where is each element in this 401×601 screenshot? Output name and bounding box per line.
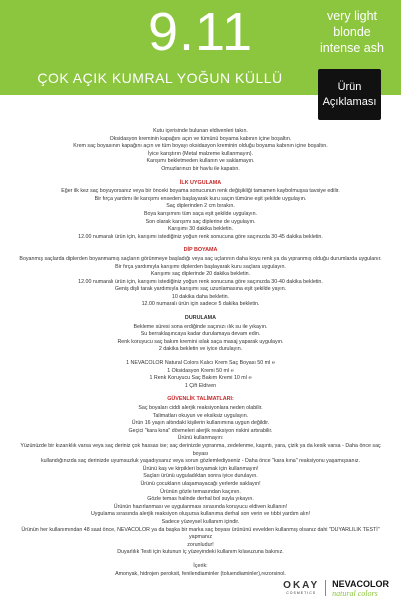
- text-line: İyice karıştırın (Metal malzeme kullanmayın).: [147, 150, 254, 157]
- text-line: 1 Oksidasyon Kremi 50 ml ℮: [167, 367, 234, 374]
- text-line: 1 Renk Koruyucu Saç Bakım Kremi 10 ml ℮: [149, 375, 252, 382]
- first-application-section: [12, 180, 389, 242]
- text-line: 10 dakika daha bekletin.: [171, 293, 230, 300]
- text-line: 1 NEVACOLOR Natural Colors Kalıcı Krem Saç Boyası 50 ml ℮: [126, 360, 275, 367]
- rinsing-section: [12, 315, 389, 354]
- text-line: Ürünü çocukların ulaşamayacağı yerlerde saklayın!: [140, 480, 261, 487]
- text-line: Kutu içerisinde bulunan eldivenleri takın.: [153, 128, 248, 134]
- text-line: Oksidasyon kreminin kapağını açın ve tümünü boyama kabının içine boşaltın.: [109, 135, 292, 142]
- section-title: İLK UYGULAMA: [179, 179, 222, 186]
- text-line: 12.00 numaralı ürün için sadece 5 dakika bekletin.: [141, 301, 260, 308]
- text-line: Ürünün hazırlanması ve uygulanması sırasında koruyucu eldiven kullanın!: [113, 503, 288, 510]
- text-line: 1 Çift Eldiven: [184, 382, 217, 389]
- product-description-badge: [318, 69, 381, 120]
- okay-logo: [283, 581, 319, 596]
- safety-section: [12, 396, 389, 556]
- nevacolor-brand: NEVACOLOR: [332, 578, 389, 589]
- text-line: Su berraklaşıncaya kadar durulamaya devam edin.: [140, 331, 261, 338]
- shade-description-line: very light: [326, 9, 378, 23]
- okay-logo-name: OKAY: [283, 579, 320, 591]
- shade-description-line: intense ash: [320, 41, 384, 55]
- text-line: Karışımı saç diplerinde 20 dakika bekletin.: [150, 271, 251, 278]
- text-line: Boyanmış saçlarda diplerden boyanmamış saçların görünmeye başladığı veya saç uçlarının daha koyu renk ya da yıpranmış olduğu durumlarda uygulanır.: [19, 255, 382, 262]
- text-line: Bekleme süresi sona erdiğinde saçınızı ılık su ile yıkayın.: [133, 323, 268, 330]
- section-title: İçerik:: [193, 562, 208, 569]
- text-line: Boya karışımını tüm saça eşit şekilde uygulayın.: [143, 210, 258, 217]
- text-line: Karışımı bekletmeden kullanın ve saklamayın.: [146, 158, 255, 165]
- nevacolor-logo: [332, 579, 389, 598]
- text-line: Yüzünüzde bir kızarıklık varsa veya saç deriniz çok hassas ise; saç derinizde yıpranma, zedelenme, kaşıntı, yara, çizik ya da kesik varsa - Daha önce saç boyası: [20, 442, 381, 457]
- shade-description: [309, 8, 395, 56]
- text-line: Ürünü kullanmayın:: [177, 435, 224, 442]
- text-line: Talimatları okuyun ve eksiksiz uygulayın.: [152, 412, 249, 419]
- section-title: DİP BOYAMA: [183, 247, 218, 254]
- text-line: Saç boyaları ciddi alerjik reaksiyonlara neden olabilir.: [138, 405, 263, 411]
- text-line: Omuzlarınızı bir havlu ile kapatın.: [161, 165, 240, 172]
- section-title: DURULAMA: [184, 315, 217, 322]
- text-line: Renk koruyucu saç bakım kremini ıslak saça masaj yaparak uygulayın.: [117, 338, 284, 345]
- text-line: Karışımı 30 dakika bekletin.: [167, 226, 234, 233]
- shade-title: ÇOK AÇIK KUMRAL YOĞUN KÜLLÜ: [37, 70, 283, 86]
- intro-section: [12, 128, 389, 174]
- instructions: [12, 128, 389, 579]
- text-line: Bir fırça yardımı ile karışımı enseden başlayarak kuru saçın tümüne eşit şekilde uygulayın.: [94, 195, 307, 202]
- footer-logos: [0, 575, 401, 601]
- shade-code: 9.11: [147, 2, 254, 62]
- text-line: Ürünün gözle temasından kaçının.: [160, 488, 241, 495]
- okay-logo-sub: COSMETICS: [286, 590, 317, 595]
- badge-line: Açıklaması: [322, 95, 377, 108]
- text-line: Geçici "kara kına" dövmeleri alerjik reaksiyon riskini artırabilir.: [128, 427, 273, 434]
- text-line: Ürünü kaş ve kirpikleri boyamak için kullanmayın!: [142, 465, 259, 472]
- section-title: GÜVENLİK TALİMATLARI:: [167, 396, 234, 403]
- text-line: 12.00 numaralı ürün için, karışımı istediğiniz yoğun renk sonucuna göre saçınızda 30-45 dakika bekletin.: [78, 233, 323, 240]
- root-coloring-section: [12, 247, 389, 309]
- text-line: zorunludur!: [187, 541, 214, 548]
- text-line: kullandığınızda saç derinizde uyumsuzluk yaşadıysanız veya sorun gözlemlediyseniz - Daha önce "kara kına" reaksiyonu yaşamışsanız.: [40, 458, 361, 465]
- text-line: Uygulama sırasında alerjik reaksiyon oluşursa kullanıma derhal son verin ve tıbbi yardım alın!: [90, 511, 311, 518]
- text-line: Saç diplerinden 2 cm bırakın.: [166, 203, 235, 210]
- text-line: Bir fırça yardımıyla karışımı diplerden başlayarak kuru saçlara uygulayın.: [115, 263, 286, 270]
- text-line: Amonyak, hidrojen peroksit, fenilendiaminler (toluendiaminler),rezorsinol.: [115, 571, 286, 578]
- text-line: 12.00 numaralı ürün için, karışımı istediğiniz yoğun renk sonucuna göre saçınızda 30-40 dakika bekletin.: [78, 278, 323, 285]
- text-line: Ürünün her kullanımından 48 saat önce, NEVACOLOR ya da başka bir marka saç boyası ürününü evvelden kullanmış olsanız dahi "DUYARLILIK TESTİ" yapmanız: [21, 526, 380, 541]
- shade-description-line: blonde: [333, 25, 371, 39]
- text-line: Saçları ürünü uyguladıktan sonra iyice durulayın.: [143, 473, 258, 480]
- text-line: Duyarlılık Testi için kutunun iç yüzeyindeki kullanım kılavuzuna bakınız.: [117, 549, 284, 556]
- text-line: Sadece yüzeysel kullanım içindir.: [161, 518, 240, 525]
- text-line: Ürün 16 yaşın altındaki kişilerin kullanımına uygun değildir.: [131, 420, 270, 427]
- text-line: Geniş dişli tarak yardımıyla karışımı saç uzunlamasına eşit şekilde yayın.: [114, 286, 287, 293]
- text-line: Krem saç boyasının kapağını açın ve tüm boyayı oksidasyon kreminin olduğu boyama kabının içine boşaltın.: [73, 143, 328, 150]
- text-line: Son olarak karışımı saç diplerine de uygulayın.: [145, 218, 256, 225]
- logo-divider: [325, 580, 326, 596]
- package-contents-section: [12, 360, 389, 390]
- text-line: 2 dakika bekletin ve iyice durulayın.: [158, 346, 243, 353]
- nevacolor-tagline: natural colors: [332, 588, 378, 598]
- badge-line: Ürün: [337, 80, 362, 93]
- text-line: Gözle temas halinde derhal bol suyla yıkayın.: [147, 496, 254, 503]
- text-line: Eğer ilk kez saç boyuyorsanız veya bir önceki boyama sonucunun renk değişikliği tamamen kaybolmuşsa tavsiye edilir.: [61, 188, 340, 195]
